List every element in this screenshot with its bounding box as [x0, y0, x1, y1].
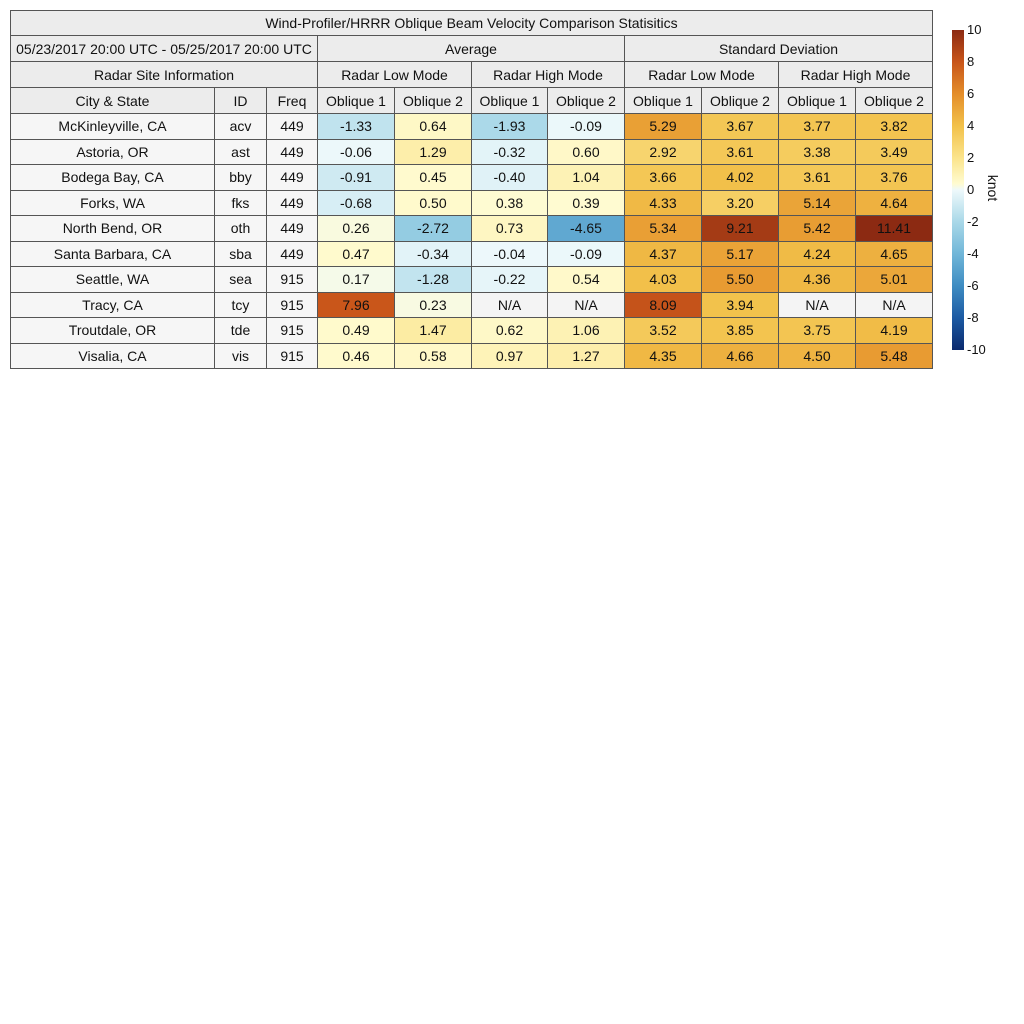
- column-header: Oblique 2: [395, 88, 472, 114]
- colorbar: [952, 30, 964, 350]
- value-cell: 4.35: [625, 343, 702, 369]
- value-cell: 3.20: [702, 190, 779, 216]
- site-id: ast: [215, 139, 267, 165]
- value-cell: 4.37: [625, 241, 702, 267]
- value-cell: -0.32: [472, 139, 548, 165]
- table-row: [11, 114, 933, 140]
- column-header: ID: [215, 88, 267, 114]
- value-cell: 3.67: [702, 114, 779, 140]
- site-freq: 915: [267, 318, 318, 344]
- value-cell: 4.33: [625, 190, 702, 216]
- site-freq: 449: [267, 216, 318, 242]
- value-cell: 3.38: [779, 139, 856, 165]
- value-cell: 5.42: [779, 216, 856, 242]
- value-cell: N/A: [548, 292, 625, 318]
- mode-header: Radar Low Mode: [625, 62, 779, 88]
- site-id: tde: [215, 318, 267, 344]
- value-cell: 1.04: [548, 165, 625, 191]
- site-id: acv: [215, 114, 267, 140]
- colorbar-tick-label: 10: [967, 22, 982, 37]
- value-cell: N/A: [472, 292, 548, 318]
- value-cell: 5.17: [702, 241, 779, 267]
- value-cell: 0.62: [472, 318, 548, 344]
- site-city: Visalia, CA: [11, 343, 215, 369]
- value-cell: 2.92: [625, 139, 702, 165]
- group-average: Average: [318, 36, 625, 62]
- site-city: North Bend, OR: [11, 216, 215, 242]
- site-freq: 449: [267, 114, 318, 140]
- table-row: [11, 139, 933, 165]
- value-cell: 0.58: [395, 343, 472, 369]
- value-cell: 3.61: [779, 165, 856, 191]
- value-cell: 0.45: [395, 165, 472, 191]
- colorbar-tick-label: -10: [967, 342, 986, 357]
- site-freq: 915: [267, 267, 318, 293]
- site-info-header: Radar Site Information: [11, 62, 318, 88]
- value-cell: 11.41: [856, 216, 933, 242]
- value-cell: 3.94: [702, 292, 779, 318]
- mode-header: Radar Low Mode: [318, 62, 472, 88]
- value-cell: -0.22: [472, 267, 548, 293]
- site-id: sba: [215, 241, 267, 267]
- value-cell: 0.17: [318, 267, 395, 293]
- value-cell: 4.64: [856, 190, 933, 216]
- value-cell: 3.61: [702, 139, 779, 165]
- value-cell: -1.28: [395, 267, 472, 293]
- value-cell: 3.77: [779, 114, 856, 140]
- site-city: Troutdale, OR: [11, 318, 215, 344]
- site-city: Bodega Bay, CA: [11, 165, 215, 191]
- value-cell: 4.03: [625, 267, 702, 293]
- value-cell: 4.36: [779, 267, 856, 293]
- value-cell: -1.93: [472, 114, 548, 140]
- value-cell: 0.50: [395, 190, 472, 216]
- value-cell: -0.06: [318, 139, 395, 165]
- site-freq: 915: [267, 343, 318, 369]
- mode-header: Radar High Mode: [779, 62, 933, 88]
- date-range: 05/23/2017 20:00 UTC - 05/25/2017 20:00 UTC: [11, 36, 318, 62]
- value-cell: 3.66: [625, 165, 702, 191]
- table-row: [11, 343, 933, 369]
- column-header: Oblique 2: [856, 88, 933, 114]
- value-cell: 3.75: [779, 318, 856, 344]
- value-cell: 4.50: [779, 343, 856, 369]
- site-id: vis: [215, 343, 267, 369]
- value-cell: 0.38: [472, 190, 548, 216]
- value-cell: -0.09: [548, 241, 625, 267]
- value-cell: 0.49: [318, 318, 395, 344]
- value-cell: 0.60: [548, 139, 625, 165]
- site-freq: 449: [267, 190, 318, 216]
- site-city: Astoria, OR: [11, 139, 215, 165]
- site-freq: 449: [267, 241, 318, 267]
- value-cell: 4.65: [856, 241, 933, 267]
- value-cell: 0.54: [548, 267, 625, 293]
- table-row: [11, 190, 933, 216]
- value-cell: -4.65: [548, 216, 625, 242]
- column-header: Oblique 1: [472, 88, 548, 114]
- value-cell: -0.09: [548, 114, 625, 140]
- site-city: Forks, WA: [11, 190, 215, 216]
- colorbar-tick-label: 2: [967, 150, 975, 165]
- value-cell: -0.68: [318, 190, 395, 216]
- value-cell: 0.47: [318, 241, 395, 267]
- site-city: Seattle, WA: [11, 267, 215, 293]
- colorbar-tick-label: 6: [967, 86, 975, 101]
- value-cell: 5.34: [625, 216, 702, 242]
- value-cell: -0.91: [318, 165, 395, 191]
- value-cell: 0.73: [472, 216, 548, 242]
- value-cell: 3.82: [856, 114, 933, 140]
- mode-header: Radar High Mode: [472, 62, 625, 88]
- table-title: Wind-Profiler/HRRR Oblique Beam Velocity Comparison Statisitics: [11, 11, 933, 36]
- site-id: sea: [215, 267, 267, 293]
- value-cell: 3.85: [702, 318, 779, 344]
- value-cell: 4.19: [856, 318, 933, 344]
- colorbar-tick-label: 4: [967, 118, 975, 133]
- value-cell: 4.24: [779, 241, 856, 267]
- colorbar-tick-label: 0: [967, 182, 975, 197]
- site-city: Tracy, CA: [11, 292, 215, 318]
- column-header: Oblique 1: [318, 88, 395, 114]
- colorbar-gradient: [952, 30, 964, 350]
- table-row: [11, 165, 933, 191]
- column-header: Oblique 1: [779, 88, 856, 114]
- site-freq: 449: [267, 165, 318, 191]
- value-cell: 4.66: [702, 343, 779, 369]
- value-cell: 1.06: [548, 318, 625, 344]
- colorbar-tick-label: -2: [967, 214, 979, 229]
- value-cell: -0.34: [395, 241, 472, 267]
- group-std-dev: Standard Deviation: [625, 36, 933, 62]
- site-id: bby: [215, 165, 267, 191]
- table-row: [11, 292, 933, 318]
- value-cell: N/A: [779, 292, 856, 318]
- value-cell: 7.96: [318, 292, 395, 318]
- value-cell: 8.09: [625, 292, 702, 318]
- colorbar-tick-label: -6: [967, 278, 979, 293]
- column-header: Oblique 2: [702, 88, 779, 114]
- value-cell: 1.27: [548, 343, 625, 369]
- site-id: tcy: [215, 292, 267, 318]
- value-cell: 5.29: [625, 114, 702, 140]
- value-cell: 3.52: [625, 318, 702, 344]
- colorbar-tick-label: -4: [967, 246, 979, 261]
- stats-table: [10, 10, 933, 369]
- colorbar-tick-label: 8: [967, 54, 975, 69]
- site-freq: 915: [267, 292, 318, 318]
- value-cell: 5.50: [702, 267, 779, 293]
- value-cell: 3.76: [856, 165, 933, 191]
- value-cell: -0.04: [472, 241, 548, 267]
- value-cell: 0.64: [395, 114, 472, 140]
- column-header-row: [11, 88, 933, 114]
- value-cell: 5.14: [779, 190, 856, 216]
- table-row: [11, 241, 933, 267]
- value-cell: 1.47: [395, 318, 472, 344]
- table-row: [11, 267, 933, 293]
- colorbar-unit: knot: [985, 174, 1001, 202]
- value-cell: N/A: [856, 292, 933, 318]
- column-header: Oblique 2: [548, 88, 625, 114]
- value-cell: -1.33: [318, 114, 395, 140]
- table-body: [11, 114, 933, 369]
- value-cell: 5.01: [856, 267, 933, 293]
- value-cell: 9.21: [702, 216, 779, 242]
- site-id: fks: [215, 190, 267, 216]
- column-header: City & State: [11, 88, 215, 114]
- value-cell: 5.48: [856, 343, 933, 369]
- column-header: Oblique 1: [625, 88, 702, 114]
- colorbar-tick-label: -8: [967, 310, 979, 325]
- value-cell: 1.29: [395, 139, 472, 165]
- value-cell: -0.40: [472, 165, 548, 191]
- site-freq: 449: [267, 139, 318, 165]
- site-city: McKinleyville, CA: [11, 114, 215, 140]
- value-cell: 3.49: [856, 139, 933, 165]
- column-header: Freq: [267, 88, 318, 114]
- value-cell: 0.46: [318, 343, 395, 369]
- site-city: Santa Barbara, CA: [11, 241, 215, 267]
- value-cell: 0.97: [472, 343, 548, 369]
- value-cell: 0.23: [395, 292, 472, 318]
- value-cell: 0.26: [318, 216, 395, 242]
- value-cell: 4.02: [702, 165, 779, 191]
- table-row: [11, 216, 933, 242]
- value-cell: -2.72: [395, 216, 472, 242]
- table-row: [11, 318, 933, 344]
- value-cell: 0.39: [548, 190, 625, 216]
- site-id: oth: [215, 216, 267, 242]
